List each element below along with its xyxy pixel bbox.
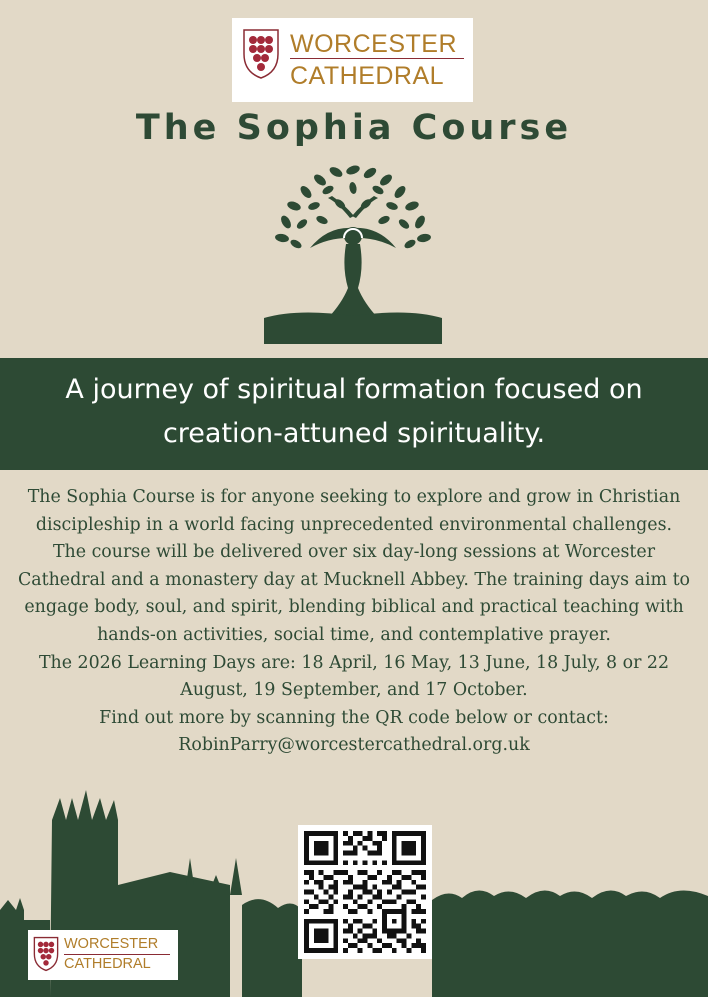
cathedral-shield-icon (242, 28, 280, 80)
logo-divider (290, 58, 464, 59)
contact-prompt: Find out more by scanning the QR code below or contact: (99, 707, 609, 728)
logo-divider (64, 954, 170, 955)
description-paragraph-1: The Sophia Course is for anyone seeking to explore and grow in Christian discipleship in a world facing unprecedented environmental challenges. (27, 487, 681, 535)
description-paragraph-2: The course will be delivered over six day-long sessions at Worcester Cathedral and a monastery day at Mucknell Abbey. The training days aim to engage body, soul, and spirit, blending biblical and practical teaching with hands-on activities, social time, and contemplative prayer. (17, 542, 691, 645)
course-description (10, 484, 698, 760)
tagline-banner (0, 358, 708, 470)
cathedral-shield-icon (33, 936, 59, 972)
worcester-cathedral-logo (232, 18, 473, 102)
qr-code-image (304, 831, 426, 953)
contact-email[interactable]: RobinParry@worcestercathedral.org.uk (178, 735, 530, 756)
logo-line-2: CATHEDRAL (64, 956, 151, 972)
qr-code[interactable] (298, 825, 432, 959)
page-title: The Sophia Course (135, 108, 573, 148)
learning-days-text: The 2026 Learning Days are: 18 April, 16 May, 13 June, 18 July, 8 or 22 August, 19 September, and 17 October. (38, 652, 670, 701)
tagline-text: A journey of spiritual formation focused on creation-attuned spirituality. (65, 374, 643, 449)
logo-line-2: CATHEDRAL (290, 62, 445, 90)
logo-line-1: WORCESTER (64, 936, 159, 952)
tree-of-life-figure-icon (258, 158, 448, 346)
logo-line-1: WORCESTER (290, 30, 457, 58)
worcester-cathedral-logo-small (28, 930, 178, 980)
